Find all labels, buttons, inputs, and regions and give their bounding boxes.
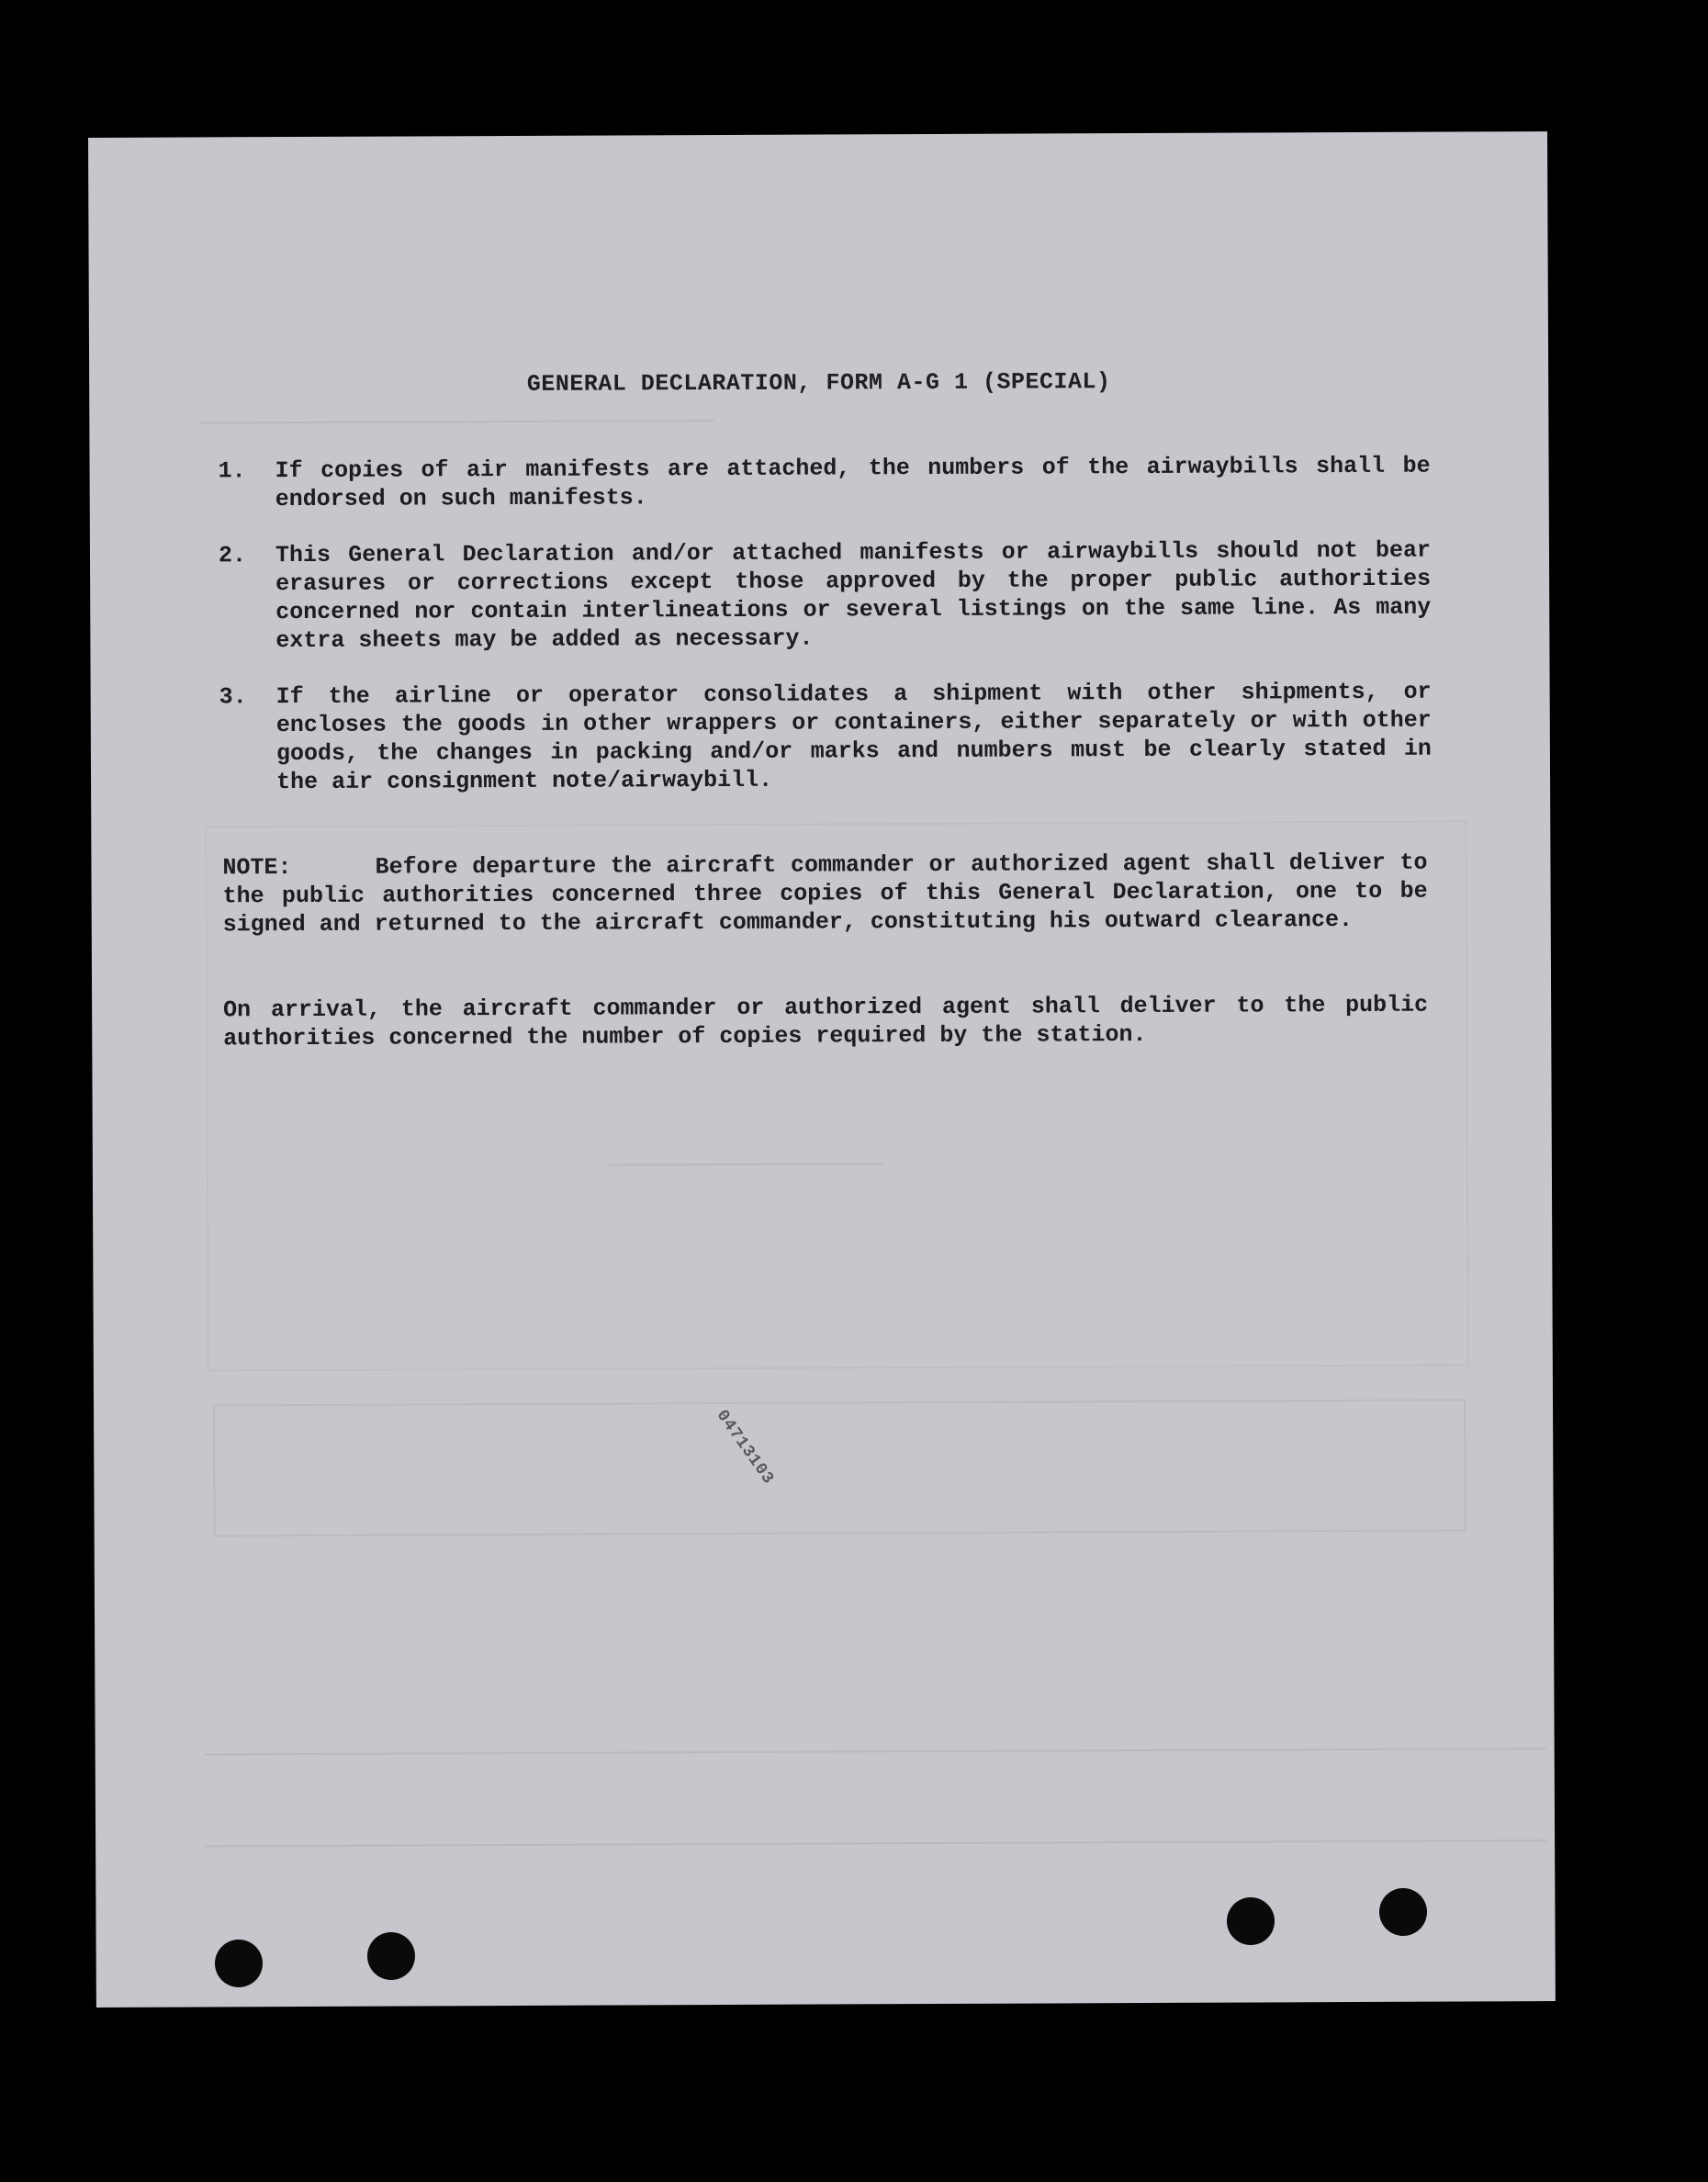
punch-hole (215, 1940, 263, 1987)
item-number: 1. (218, 457, 246, 485)
bleed-through-line (206, 1748, 1546, 1755)
item-text: If copies of air manifests are attached, the numbers of the airwaybills shall be endorsed on such manifests. (275, 452, 1431, 513)
arrival-paragraph: On arrival, the aircraft commander or authorized agent shall deliver to the public authorities concerned the number of copies required by the station. (223, 991, 1429, 1052)
bleed-through-box (213, 1399, 1466, 1536)
item-text: If the airline or operator consolidates a shipment with other shipments, or encloses the goods in other wrappers or containers, either separately or with other goods, the changes in packing and/or marks and numbers must be clearly stated in the air consignment note/airwaybill. (275, 678, 1432, 796)
bleed-through-line (206, 1839, 1546, 1847)
item-text: This General Declaration and/or attached manifests or airwaybills should not bear erasures or corrections except those approved by the proper public authorities concerned nor contain interlineations or several listings on the same line. As many extra sheets may be added as necessary. (275, 536, 1432, 655)
note-paragraph (222, 849, 1427, 939)
item-number: 2. (218, 542, 247, 569)
page-title: GENERAL DECLARATION, FORM A-G 1 (SPECIAL) (526, 368, 1111, 398)
list-item (219, 678, 1433, 797)
bleed-through-line (199, 420, 714, 423)
item-number: 3. (219, 683, 247, 711)
punch-hole (1379, 1888, 1427, 1936)
stamp-number: 04713103 (712, 1406, 778, 1489)
note-label: NOTE: (222, 854, 292, 882)
note-text: Before departure the aircraft commander or authorized agent shall deliver to the public authorities concerned three copies of this General Declaration, one to be signed and returned to the aircraft commander, constituting his outward clearance. (222, 849, 1428, 939)
punch-hole (1227, 1897, 1275, 1945)
punch-hole (367, 1932, 415, 1980)
document-page (88, 131, 1556, 2008)
list-item (219, 452, 1431, 514)
list-item (219, 536, 1432, 656)
